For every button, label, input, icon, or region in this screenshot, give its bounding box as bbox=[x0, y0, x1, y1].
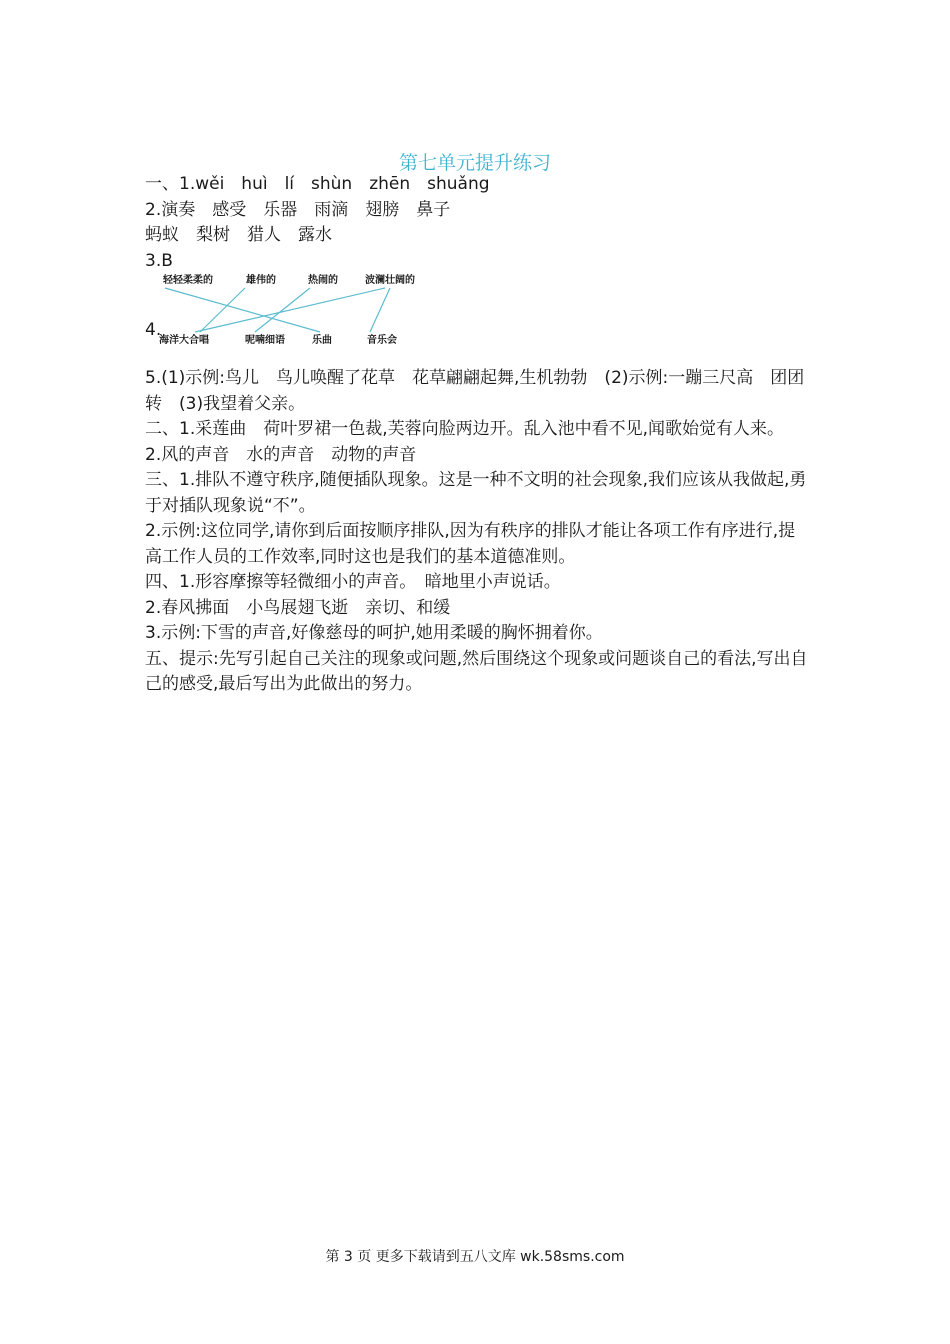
top-word-2: 雄伟的 bbox=[246, 275, 276, 286]
matching-exercise bbox=[145, 274, 445, 348]
bottom-word-3: 乐曲 bbox=[312, 335, 332, 346]
answer-line-1: 一、1.wěi huì lí shùn zhēn shuǎng bbox=[145, 174, 490, 194]
answer-content bbox=[145, 172, 810, 698]
answer-paragraph: 二、1.采莲曲 荷叶罗裙一色裁,芙蓉向脸两边开。乱入池中看不见,闻歌始觉有人来。 bbox=[145, 419, 785, 439]
page-footer: 第 3 页 更多下载请到五八文库 wk.58sms.com bbox=[325, 1249, 625, 1265]
matching-number: 4. bbox=[145, 320, 162, 340]
answer-paragraph: 3.示例:下雪的声音,好像慈母的呵护,她用柔暖的胸怀拥着你。 bbox=[145, 623, 603, 643]
match-line-3 bbox=[255, 288, 310, 332]
top-word-1: 轻轻柔柔的 bbox=[163, 275, 213, 286]
bottom-word-2: 呢喃细语 bbox=[245, 335, 285, 346]
answer-paragraph: 5.(1)示例:鸟儿 鸟儿唤醒了花草 花草翩翩起舞,生机勃勃 (2)示例:一蹦三尺高 团团转 (3)我望着父亲。 bbox=[145, 368, 805, 414]
top-word-4: 波澜壮阔的 bbox=[365, 275, 415, 286]
answer-line-3: 蚂蚁 梨树 猎人 露水 bbox=[145, 225, 332, 245]
answer-paragraph: 2.春风拂面 小鸟展翅飞逝 亲切、和缓 bbox=[145, 597, 451, 618]
answer-line-4: 3.B bbox=[145, 250, 173, 271]
answer-paragraph: 2.示例:这位同学,请你到后面按顺序排队,因为有秩序的排队才能让各项工作有序进行,提高工作人员的工作效率,同时这也是我们的基本道德准则。 bbox=[145, 521, 796, 567]
page-title: 第七单元提升练习 bbox=[398, 152, 551, 174]
match-line-5 bbox=[370, 288, 390, 332]
top-word-3: 热闹的 bbox=[308, 275, 338, 286]
answer-paragraph: 五、提示:先写引起自己关注的现象或问题,然后围绕这个现象或问题谈自己的看法,写出自己的感受,最后写出为此做出的努力。 bbox=[145, 648, 808, 694]
answer-paragraph: 三、1.排队不遵守秩序,随便插队现象。这是一种不文明的社会现象,我们应该从我做起,勇于对插队现象说“不”。 bbox=[145, 470, 807, 516]
match-line-4 bbox=[195, 288, 385, 332]
bottom-word-4: 音乐会 bbox=[367, 335, 397, 346]
answer-paragraph: 四、1.形容摩擦等轻微细小的声音。 暗地里小声说话。 bbox=[145, 572, 561, 592]
bottom-word-1: 海洋大合唱 bbox=[159, 335, 209, 346]
match-line-1 bbox=[165, 288, 320, 332]
answer-paragraph: 2.风的声音 水的声音 动物的声音 bbox=[145, 444, 417, 465]
answer-line-2: 2.演奏 感受 乐器 雨滴 翅膀 鼻子 bbox=[145, 199, 451, 220]
